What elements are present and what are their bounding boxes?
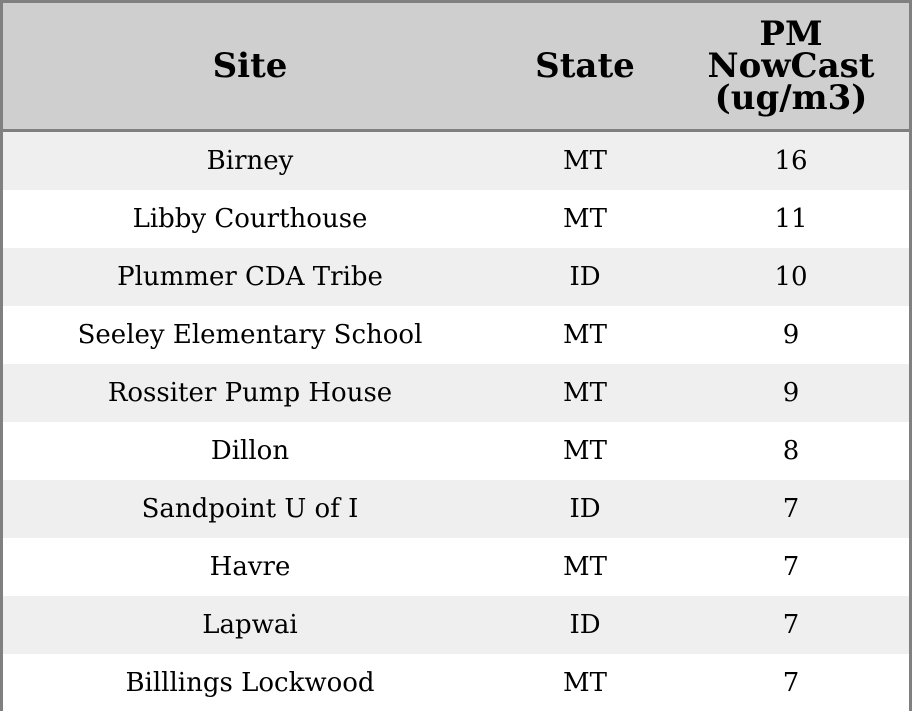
table-row <box>3 654 909 712</box>
table-row <box>3 596 909 654</box>
site-cell: Seeley Elementary School <box>77 320 423 350</box>
state-cell: ID <box>569 610 601 640</box>
state-cell: MT <box>563 204 607 234</box>
pm-value-cell: 9 <box>782 320 800 350</box>
table-header <box>3 3 909 132</box>
column-header-site: Site <box>212 46 288 86</box>
site-cell: Sandpoint U of I <box>141 494 359 524</box>
state-cell: MT <box>563 320 607 350</box>
table-row <box>3 248 909 306</box>
column-header-pm-nowcast: PM NowCast (ug/m3) <box>707 14 875 118</box>
state-cell: MT <box>563 378 607 408</box>
state-cell: MT <box>563 146 607 176</box>
state-cell: ID <box>569 494 601 524</box>
table-row <box>3 190 909 248</box>
column-header-state: State <box>535 46 635 86</box>
site-cell: Plummer CDA Tribe <box>117 262 383 292</box>
pm-value-cell: 7 <box>782 610 800 640</box>
pm-value-cell: 7 <box>782 494 800 524</box>
table-row <box>3 480 909 538</box>
pm-value-cell: 9 <box>782 378 800 408</box>
table-row <box>3 364 909 422</box>
state-cell: ID <box>569 262 601 292</box>
site-cell: Billlings Lockwood <box>125 668 375 698</box>
state-cell: MT <box>563 552 607 582</box>
state-cell: MT <box>563 436 607 466</box>
table-row <box>3 538 909 596</box>
table-row <box>3 306 909 364</box>
pm-value-cell: 11 <box>774 204 808 234</box>
pm-value-cell: 10 <box>774 262 808 292</box>
site-cell: Lapwai <box>202 610 298 640</box>
pm-value-cell: 7 <box>782 668 800 698</box>
state-cell: MT <box>563 668 607 698</box>
site-cell: Havre <box>209 552 291 582</box>
pm-value-cell: 16 <box>774 146 808 176</box>
pm-value-cell: 8 <box>782 436 800 466</box>
table-row <box>3 132 909 190</box>
table-body <box>3 132 909 712</box>
site-cell: Rossiter Pump House <box>107 378 393 408</box>
table-row <box>3 422 909 480</box>
site-cell: Dillon <box>210 436 290 466</box>
pm-value-cell: 7 <box>782 552 800 582</box>
site-cell: Birney <box>206 146 294 176</box>
site-cell: Libby Courthouse <box>132 204 368 234</box>
